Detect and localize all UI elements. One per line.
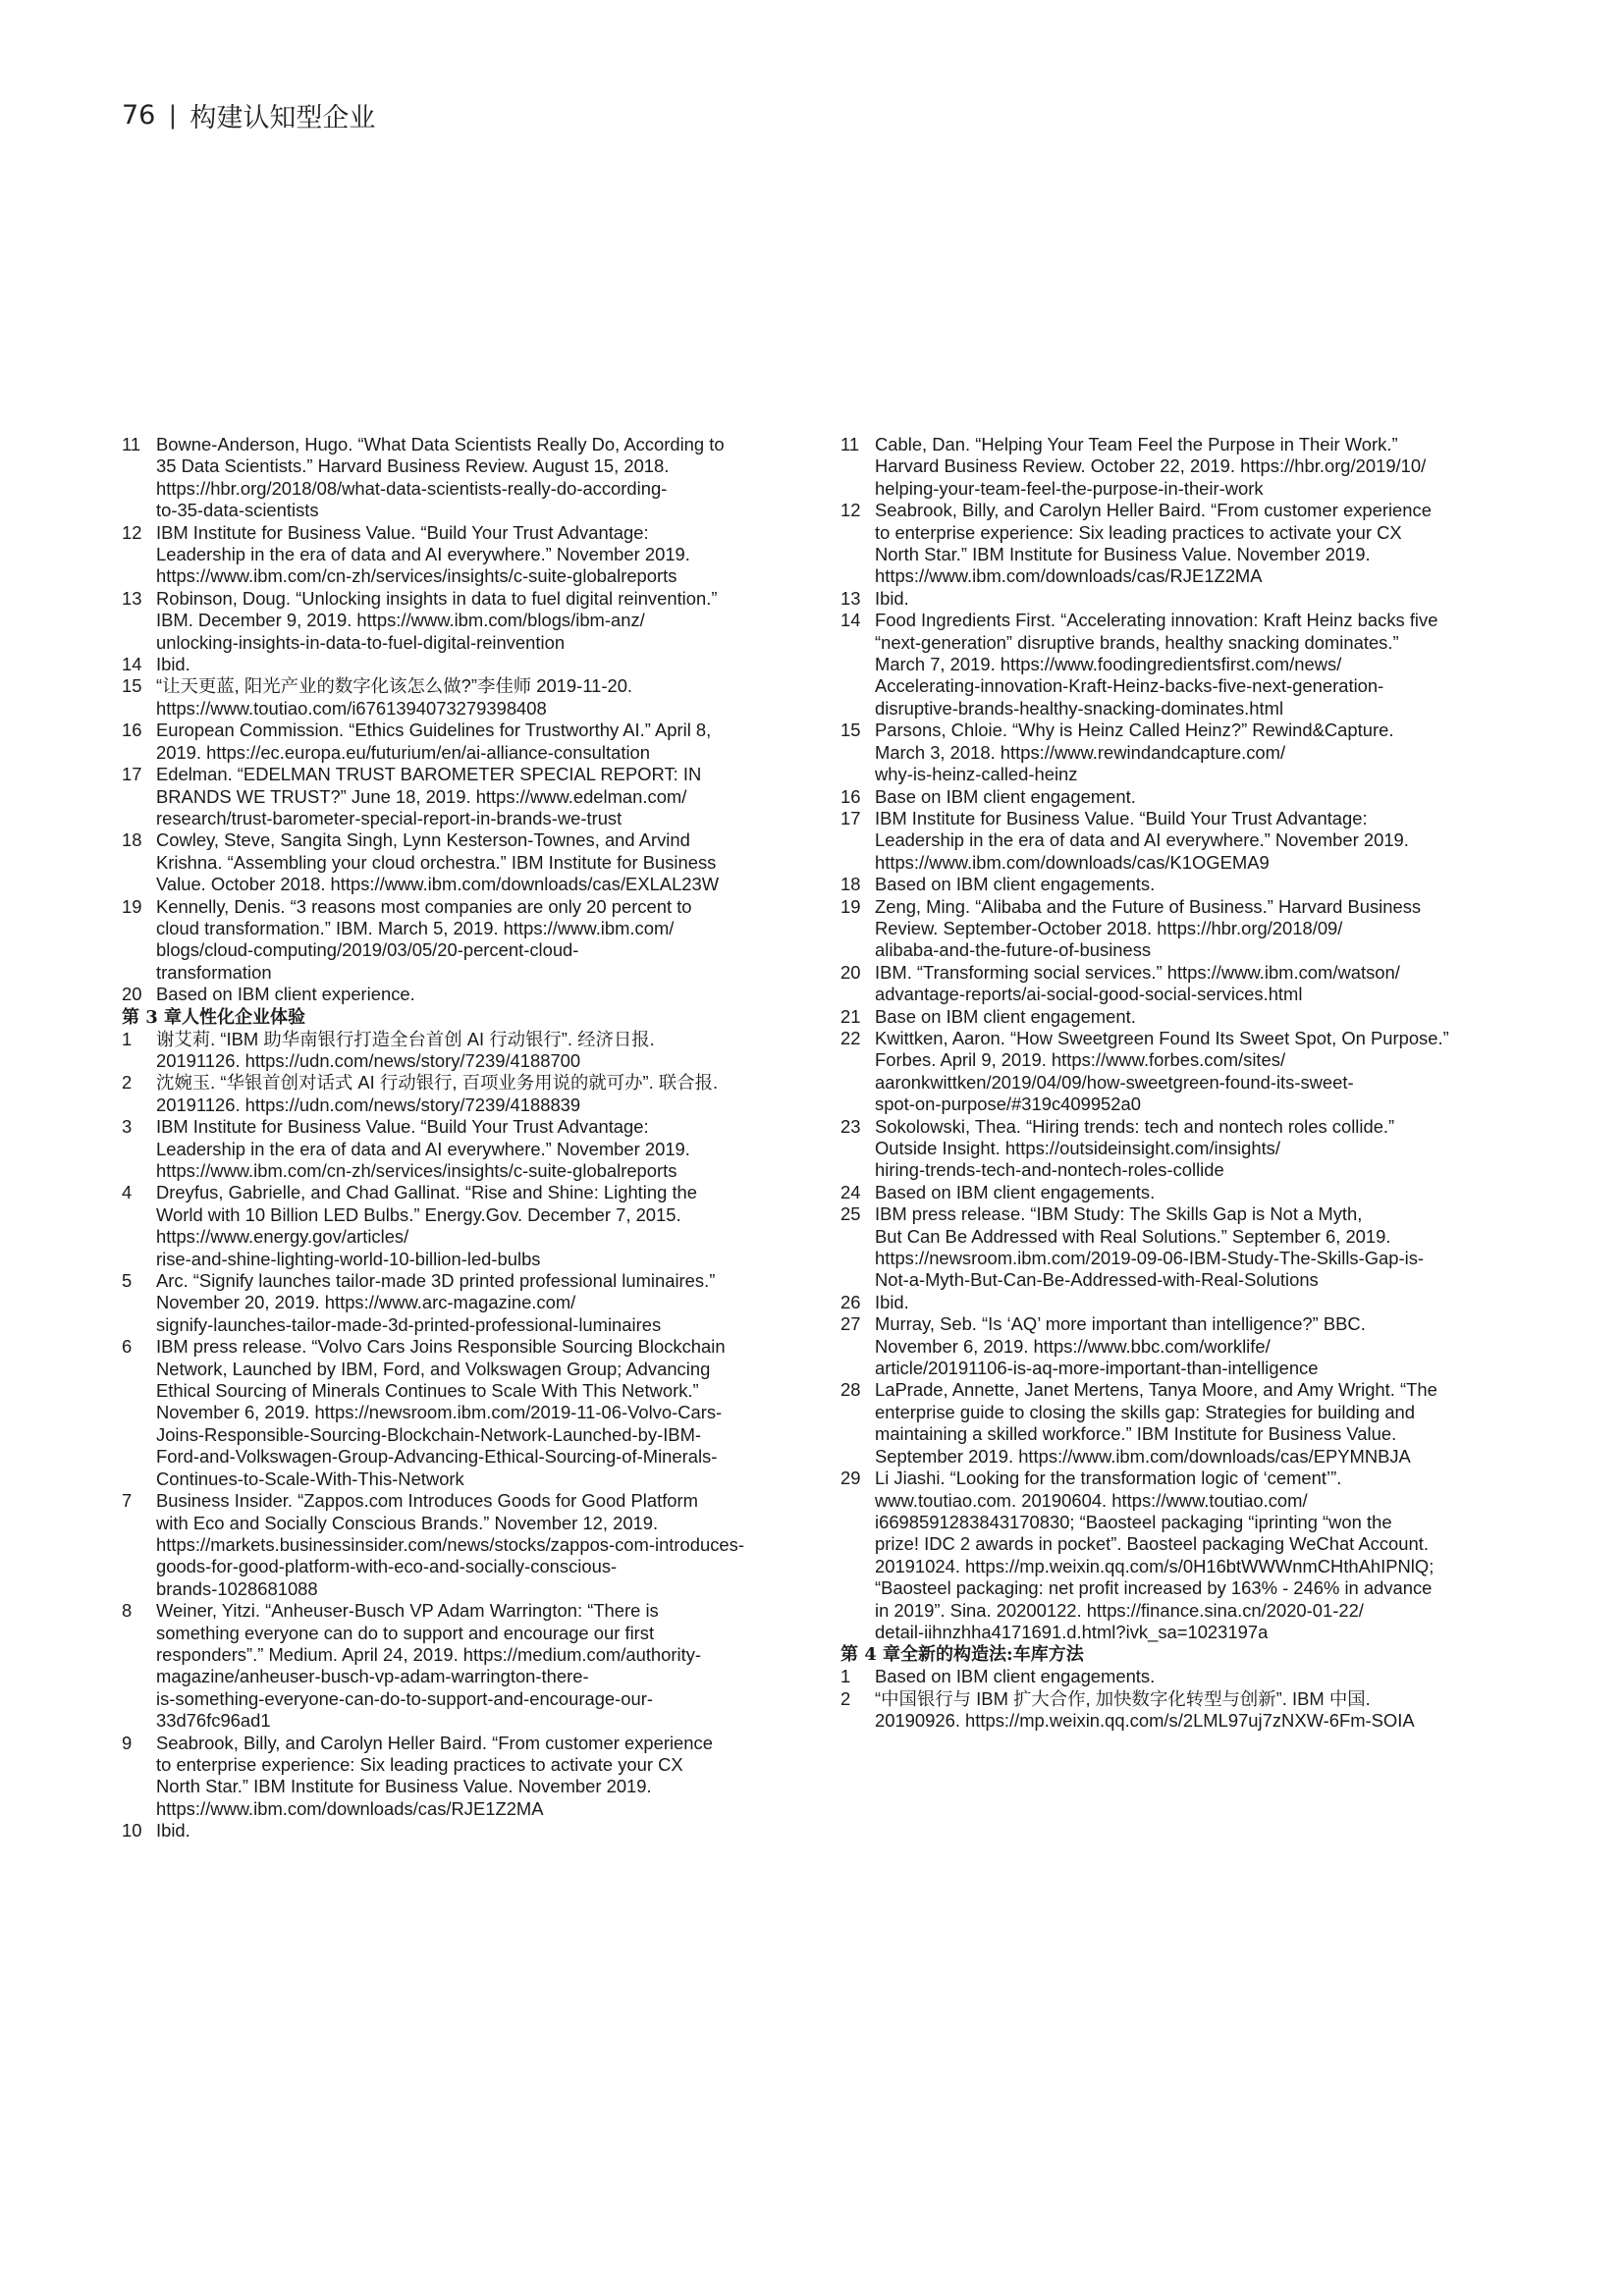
endnote-text: IBM Institute for Business Value. “Build Your Trust Advantage: Leadership in the era of data and AI everywhere.” November 2019. https://www.ibm.com/downloads/cas/K1OGEMA9 xyxy=(875,807,1409,873)
endnote-text: Seabrook, Billy, and Carolyn Heller Baird. “From customer experience to enterprise experience: Six leading practices to activate your CX North Star.” IBM Institute for Business Value. November 2019. https://www.ibm.com/downloads/cas/RJE1Z2MA xyxy=(156,1732,713,1819)
endnote-number: 24 xyxy=(840,1181,861,1202)
endnote-text: Based on IBM client engagements. xyxy=(875,874,1156,895)
endnote-item xyxy=(122,654,780,675)
endnote-item xyxy=(840,1468,1498,1643)
endnote-text: Ibid. xyxy=(156,1820,190,1842)
endnote-item xyxy=(840,896,1498,962)
endnote-number: 15 xyxy=(840,720,861,741)
endnote-number: 20 xyxy=(840,961,861,983)
endnote-number: 2 xyxy=(840,1687,851,1709)
endnote-item xyxy=(840,1028,1498,1116)
endnote-number: 14 xyxy=(122,654,142,675)
endnote-text: Kennelly, Denis. “3 reasons most companies are only 20 percent to cloud transformation.” IBM. March 5, 2019. https://www.ibm.com/ blogs/cloud-computing/2019/03/05/20-percent-cloud- transformation xyxy=(156,895,692,983)
endnote-text: Robinson, Doug. “Unlocking insights in data to fuel digital reinvention.” IBM. December 9, 2019. https://www.ibm.com/blogs/ibm-anz/ unlocking-insights-in-data-to-fuel-digital-reinvention xyxy=(156,587,718,653)
endnote-number: 1 xyxy=(122,1028,133,1049)
endnote-number: 5 xyxy=(122,1270,133,1292)
endnote-number: 15 xyxy=(122,675,142,697)
endnote-number: 29 xyxy=(840,1468,861,1489)
endnote-number: 6 xyxy=(122,1336,133,1358)
endnote-text: Based on IBM client engagements. xyxy=(875,1181,1156,1202)
endnote-text: IBM press release. “Volvo Cars Joins Responsible Sourcing Blockchain Network, Launched by IBM, Ford, and Volkswagen Group; Advancing Ethical Sourcing of Minerals Continues to Scale With This Network.” November 6, 2019. https://newsroom.ibm.com/2019-11-06-Volvo-Cars- Joins-Responsible-Sourcing-Blockchain-Network-Launched-by-IBM- Ford-and-Volkswagen-Group-Advancing-Ethical-Sourcing-of-Minerals- Continues-to-Scale-With-This-Network xyxy=(156,1336,726,1489)
endnote-item xyxy=(122,1336,780,1490)
endnote-number: 22 xyxy=(840,1027,861,1048)
endnote-number: 10 xyxy=(122,1820,142,1842)
endnote-text: Base on IBM client engagement. xyxy=(875,1005,1136,1027)
endnote-text: 沈婉玉. “华银首创对话式 AI 行动银行, 百项业务用说的就可办”. 联合报. 20191126. https://udn.com/news/story/7239/4188839 xyxy=(156,1072,719,1115)
endnote-item xyxy=(122,522,780,588)
endnote-text: Weiner, Yitzi. “Anheuser-Busch VP Adam Warrington: “There is something everyone can do to support and encourage our first responders”.” Medium. April 24, 2019. https://medium.com/authority- magazine/anheuser-busch-vp-adam-warrington-there- is-something-everyone-can-do-to-support-and-encourage-our- 33d76fc96ad1 xyxy=(156,1600,702,1732)
endnote-text: Zeng, Ming. “Alibaba and the Future of Business.” Harvard Business Review. September-October 2018. https://hbr.org/2018/09/ alibaba-and-the-future-of-business xyxy=(875,895,1422,961)
endnote-item xyxy=(840,1313,1498,1379)
endnote-item xyxy=(840,1203,1498,1292)
endnote-item xyxy=(840,1006,1498,1028)
endnote-number: 21 xyxy=(840,1005,861,1027)
endnote-number: 18 xyxy=(840,874,861,895)
endnote-text: IBM press release. “IBM Study: The Skills Gap is Not a Myth, But Can Be Addressed with Real Solutions.” September 6, 2019. https://newsroom.ibm.com/2019-09-06-IBM-Study-The-Skills-Gap-is- Not-a-Myth-But-Can-Be-Addressed-with-Real-Solutions xyxy=(875,1203,1425,1291)
endnote-item xyxy=(122,1182,780,1270)
endnote-text: Edelman. “EDELMAN TRUST BAROMETER SPECIAL REPORT: IN BRANDS WE TRUST?” June 18, 2019. https://www.edelman.com/ research/trust-barometer-special-report-in-brands-we-trust xyxy=(156,764,702,828)
endnote-number: 26 xyxy=(840,1291,861,1312)
endnote-number: 1 xyxy=(840,1666,851,1687)
endnote-item xyxy=(840,1666,1498,1687)
endnote-item xyxy=(122,829,780,895)
endnote-text: Based on IBM client experience. xyxy=(156,984,415,1005)
endnote-number: 13 xyxy=(122,587,142,609)
endnote-text: Ibid. xyxy=(875,1291,909,1312)
endnote-number: 7 xyxy=(122,1490,133,1512)
page-header xyxy=(122,96,375,134)
left-notes-column xyxy=(122,434,780,1842)
endnote-text: LaPrade, Annette, Janet Mertens, Tanya Moore, and Amy Wright. “The enterprise guide to closing the skills gap: Strategies for building and maintaining a skilled workforce.” IBM Institute for Business Value. September 2019. https://www.ibm.com/downloads/cas/EPYMNBJA xyxy=(875,1379,1437,1467)
endnote-number: 17 xyxy=(122,764,142,785)
endnote-item xyxy=(122,720,780,764)
chapter-heading: 第 4 章全新的构造法:车库方法 xyxy=(840,1644,1084,1666)
endnote-text: European Commission. “Ethics Guidelines for Trustworthy AI.” April 8, 2019. https://ec.europa.eu/futurium/en/ai-alliance-consultation xyxy=(156,720,712,763)
header-separator: | xyxy=(169,100,177,130)
endnote-item xyxy=(840,720,1498,785)
endnote-item xyxy=(122,1270,780,1336)
endnote-text: Ibid. xyxy=(875,587,909,609)
endnote-text: Ibid. xyxy=(156,654,190,675)
endnote-item xyxy=(840,500,1498,588)
endnote-number: 23 xyxy=(840,1115,861,1137)
endnote-number: 19 xyxy=(122,895,142,917)
endnote-item xyxy=(840,786,1498,808)
endnote-number: 16 xyxy=(840,785,861,807)
endnote-number: 20 xyxy=(122,984,142,1005)
endnote-text: IBM. “Transforming social services.” https://www.ibm.com/watson/ advantage-reports/ai-social-good-social-services.html xyxy=(875,961,1400,1005)
endnote-text: IBM Institute for Business Value. “Build Your Trust Advantage: Leadership in the era of data and AI everywhere.” November 2019. https://www.ibm.com/cn-zh/services/insights/c-suite-globalreports xyxy=(156,1116,690,1181)
endnote-text: Seabrook, Billy, and Carolyn Heller Baird. “From customer experience to enterprise experience: Six leading practices to activate your CX North Star.” IBM Institute for Business Value. November 2019. https://www.ibm.com/downloads/cas/RJE1Z2MA xyxy=(875,500,1432,587)
endnote-item xyxy=(122,1600,780,1732)
endnote-item xyxy=(122,896,780,985)
endnote-item xyxy=(122,434,780,522)
endnote-number: 25 xyxy=(840,1203,861,1225)
endnote-number: 28 xyxy=(840,1379,861,1401)
endnote-number: 4 xyxy=(122,1182,133,1203)
endnote-text: Bowne-Anderson, Hugo. “What Data Scientists Really Do, According to 35 Data Scientists.” Harvard Business Review. August 15, 2018. https://hbr.org/2018/08/what-data-scientists-really-do-according- to-35-data-scientists xyxy=(156,434,725,521)
endnote-item xyxy=(122,1116,780,1182)
chapter-heading: 第 3 章人性化企业体验 xyxy=(122,1006,306,1028)
endnote-item xyxy=(840,588,1498,610)
endnote-text: “中国银行与 IBM 扩大合作, 加快数字化转型与创新”. IBM 中国. 20190926. https://mp.weixin.qq.com/s/2LML97uj7zNXW-6Fm-SOIA xyxy=(875,1687,1415,1732)
endnote-number: 14 xyxy=(840,610,861,631)
endnote-item xyxy=(122,588,780,654)
endnote-item xyxy=(122,984,780,1005)
endnote-item xyxy=(840,808,1498,874)
endnote-item xyxy=(122,1820,780,1842)
endnote-text: Base on IBM client engagement. xyxy=(875,785,1136,807)
endnote-text: Based on IBM client engagements. xyxy=(875,1666,1156,1687)
endnote-text: “让天更蓝, 阳光产业的数字化该怎么做?”李佳师 2019-11-20. https://www.toutiao.com/i6761394073279398408 xyxy=(156,675,633,719)
endnote-item xyxy=(122,1072,780,1116)
endnote-item xyxy=(840,1379,1498,1468)
endnote-number: 13 xyxy=(840,587,861,609)
endnote-number: 8 xyxy=(122,1600,133,1622)
endnote-item xyxy=(840,874,1498,895)
endnote-text: Food Ingredients First. “Accelerating innovation: Kraft Heinz backs five “next-generation” disruptive brands, healthy snacking dominates.” March 7, 2019. https://www.foodingredientsfirst.com/news/ Accelerating-innovation-Kraft-Heinz-backs-five-next-generation- disruptive-brands-healthy-snacking-dominates.html xyxy=(875,610,1438,719)
page-number: 76 xyxy=(122,100,156,131)
endnote-number: 17 xyxy=(840,807,861,828)
endnote-number: 12 xyxy=(840,500,861,521)
endnote-text: Murray, Seb. “Is ‘AQ’ more important than intelligence?” BBC. November 6, 2019. https://www.bbc.com/worklife/ article/20191106-is-aq-more-important-than-intelligence xyxy=(875,1313,1366,1379)
endnote-text: Cable, Dan. “Helping Your Team Feel the Purpose in Their Work.” Harvard Business Review. October 22, 2019. https://hbr.org/2019/10/ helping-your-team-feel-the-purpose-in-their-work xyxy=(875,434,1427,499)
endnote-number: 19 xyxy=(840,895,861,917)
endnote-item xyxy=(840,610,1498,720)
endnote-number: 12 xyxy=(122,521,142,543)
right-notes-column xyxy=(840,434,1498,1733)
endnote-number: 2 xyxy=(122,1072,133,1094)
endnote-number: 11 xyxy=(122,434,141,454)
endnote-text: Li Jiashi. “Looking for the transformation logic of ‘cement’”. www.toutiao.com. 20190604. https://www.toutiao.com/ i6698591283843170830; “Baosteel packaging “iprinting “won the prize! IDC 2 awards in pocket”. Baosteel packaging WeChat Account. 20191024. https://mp.weixin.qq.com/s/0H16btWWWnmCHthAhIPNlQ; “Baosteel packaging: net profit increased by 163% - 246% in advance in 2019”. Sina. 20200122. https://finance.sina.cn/2020-01-22/ detail-iihnzhha4171691.d.html?ivk_sa=1023197a xyxy=(875,1468,1435,1642)
endnote-item xyxy=(122,1029,780,1073)
endnote-item xyxy=(840,1182,1498,1203)
endnote-item xyxy=(840,434,1498,500)
endnote-item xyxy=(122,764,780,829)
endnote-text: Arc. “Signify launches tailor-made 3D printed professional luminaires.” November 20, 2019. https://www.arc-magazine.com/ signify-launches-tailor-made-3d-printed-professional-luminaires xyxy=(156,1270,716,1335)
endnote-number: 9 xyxy=(122,1732,133,1753)
endnote-item xyxy=(122,1733,780,1821)
endnote-number: 16 xyxy=(122,720,142,741)
endnote-number: 27 xyxy=(840,1313,861,1335)
endnote-number: 18 xyxy=(122,829,142,851)
endnote-text: IBM Institute for Business Value. “Build Your Trust Advantage: Leadership in the era of data and AI everywhere.” November 2019. https://www.ibm.com/cn-zh/services/insights/c-suite-globalreports xyxy=(156,521,690,587)
book-title: 构建认知型企业 xyxy=(189,103,376,133)
endnote-text: 谢艾莉. “IBM 助华南银行打造全台首创 AI 行动银行”. 经济日报. 20191126. https://udn.com/news/story/7239/4188700 xyxy=(156,1028,655,1071)
endnote-item xyxy=(840,1292,1498,1313)
endnote-item xyxy=(122,1490,780,1600)
endnote-text: Kwittken, Aaron. “How Sweetgreen Found Its Sweet Spot, On Purpose.” Forbes. April 9, 2019. https://www.forbes.com/sites/ aaronkwittken/2019/04/09/how-sweetgreen-found-its-sweet- spot-on-purpose/#319c409952a0 xyxy=(875,1027,1449,1115)
endnote-number: 3 xyxy=(122,1116,133,1138)
endnote-text: Parsons, Chloie. “Why is Heinz Called Heinz?” Rewind&Capture. March 3, 2018. https://www.rewindandcapture.com/ why-is-heinz-called-heinz xyxy=(875,720,1394,785)
endnote-text: Business Insider. “Zappos.com Introduces Goods for Good Platform with Eco and Socially Conscious Brands.” November 12, 2019. https://markets.businessinsider.com/news/stocks/zappos-com-introduces- goods-for-good-platform-with-eco-and-socially-conscious- brands-1028681088 xyxy=(156,1490,744,1599)
endnote-text: Cowley, Steve, Sangita Singh, Lynn Kesterson-Townes, and Arvind Krishna. “Assembling your cloud orchestra.” IBM Institute for Business Value. October 2018. https://www.ibm.com/downloads/cas/EXLAL23W xyxy=(156,829,720,895)
endnote-item xyxy=(122,675,780,720)
endnote-text: Sokolowski, Thea. “Hiring trends: tech and nontech roles collide.” Outside Insight. https://outsideinsight.com/insights/ hiring-trends-tech-and-nontech-roles-collide xyxy=(875,1115,1395,1181)
endnote-number: 11 xyxy=(840,434,860,454)
endnote-item xyxy=(840,1688,1498,1733)
endnote-item xyxy=(840,1116,1498,1182)
endnote-text: Dreyfus, Gabrielle, and Chad Gallinat. “Rise and Shine: Lighting the World with 10 Billion LED Bulbs.” Energy.Gov. December 7, 2015. https://www.energy.gov/articles/ rise-and-shine-lighting-world-10-billion-led-bulbs xyxy=(156,1182,698,1269)
endnote-item xyxy=(840,962,1498,1006)
